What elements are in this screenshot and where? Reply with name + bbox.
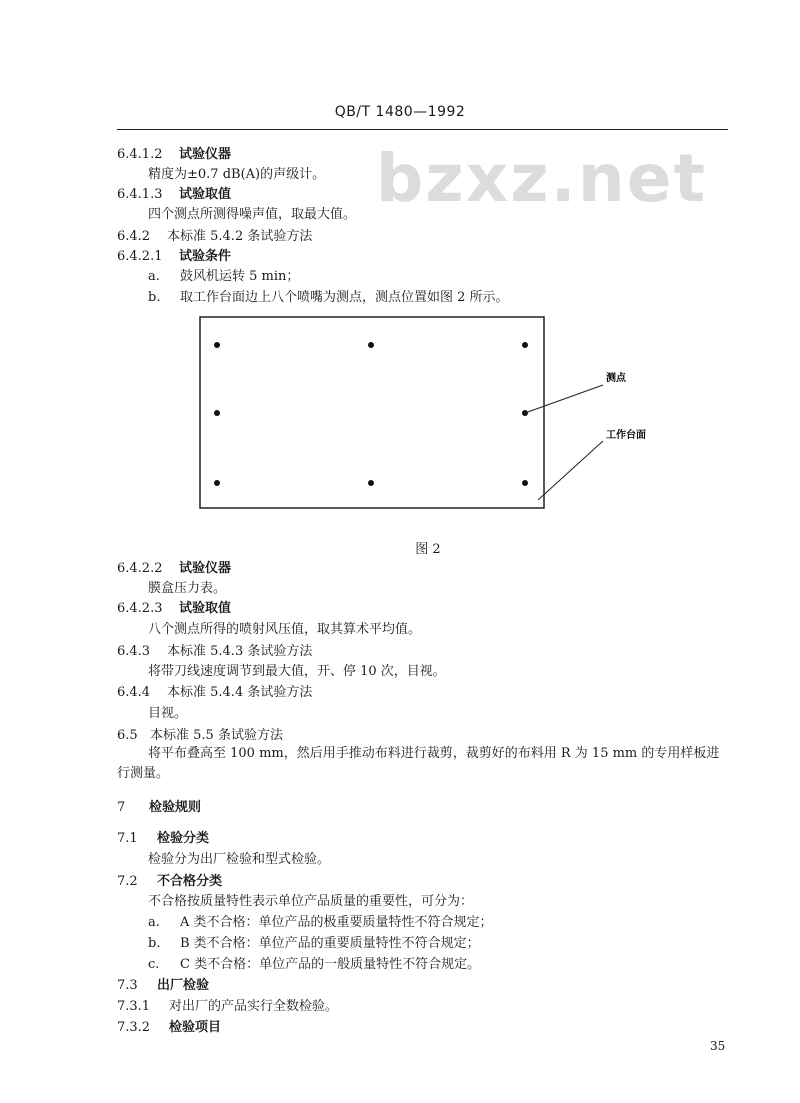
clause-6-4-4 — [117, 684, 312, 702]
clause-text: 将带刀线速度调节到最大值，开、停 10 次，目视。 — [148, 664, 446, 679]
measure-point — [522, 342, 528, 348]
section-number: 7 — [117, 800, 126, 815]
figure-2-diagram — [0, 300, 800, 530]
clause-7-2 — [117, 873, 222, 891]
clause-number: 7.2 — [117, 874, 138, 889]
clause-7-3-1 — [117, 998, 338, 1016]
clause-title: 试验条件 — [179, 249, 232, 264]
item-label: b. — [148, 936, 161, 951]
clause-6-5 — [117, 727, 283, 745]
measure-point — [368, 480, 374, 486]
section-7-heading — [117, 799, 201, 817]
clause-6-4-1-2 — [117, 146, 231, 164]
clause-number: 7.3.1 — [117, 999, 151, 1014]
watermark: bzxz.net — [376, 140, 708, 217]
clause-title: 本标准 5.5 条试验方法 — [150, 728, 283, 743]
clause-text: 八个测点所得的喷射风压值，取其算术平均值。 — [148, 622, 422, 637]
clause-number: 6.4.1.3 — [117, 187, 163, 202]
page-number: 35 — [710, 1039, 726, 1053]
clause-6-4-2 — [117, 228, 312, 246]
leader-line-point — [525, 385, 603, 413]
clause-6-4-1-3 — [117, 186, 231, 204]
clause-7-3 — [117, 977, 209, 995]
clause-number: 6.4.2.3 — [117, 601, 163, 616]
measure-point — [522, 480, 528, 486]
clause-number: 7.3 — [117, 978, 138, 993]
clause-title: 试验取值 — [179, 187, 232, 202]
clause-text: 检验分为出厂检验和型式检验。 — [148, 852, 331, 867]
item-text: 取工作台面边上八个喷嘴为测点，测点位置如图 2 所示。 — [180, 290, 509, 305]
clause-6-4-2-3 — [117, 600, 231, 618]
clause-title: 检验项目 — [169, 1020, 222, 1035]
clause-number: 6.4.1.2 — [117, 147, 163, 162]
clause-title: 本标准 5.4.3 条试验方法 — [167, 644, 313, 659]
clause-title: 试验仪器 — [179, 561, 232, 576]
item-label: a. — [148, 269, 160, 284]
clause-title: 出厂检验 — [157, 978, 210, 993]
clause-6-4-3 — [117, 643, 312, 661]
clause-title: 试验取值 — [179, 601, 232, 616]
measure-point — [214, 342, 220, 348]
clause-text: 精度为±0.7 dB(A)的声级计。 — [148, 167, 326, 182]
list-item-a — [148, 914, 493, 932]
measure-point — [214, 410, 220, 416]
clause-6-4-2-1 — [117, 248, 231, 266]
item-label: b. — [148, 290, 161, 305]
clause-number: 6.4.4 — [117, 685, 151, 700]
clause-7-1 — [117, 830, 209, 848]
list-item-b — [148, 935, 480, 953]
clause-text: 不合格按质量特性表示单位产品质量的重要性，可分为： — [148, 894, 474, 909]
leader-line-table — [538, 441, 603, 500]
item-label: a. — [148, 915, 160, 930]
standard-code-header: QB/T 1480—1992 — [334, 104, 466, 120]
clause-7-3-2 — [117, 1019, 221, 1037]
item-label: c. — [148, 957, 160, 972]
clause-title: 检验分类 — [157, 831, 210, 846]
clause-number: 6.4.3 — [117, 644, 151, 659]
list-item-c — [148, 956, 480, 974]
clause-number: 6.5 — [117, 728, 138, 743]
item-text: B 类不合格：单位产品的重要质量特性不符合规定； — [180, 936, 480, 951]
clause-number: 7.1 — [117, 831, 138, 846]
item-text: A 类不合格：单位产品的极重要质量特性不符合规定； — [180, 915, 493, 930]
clause-text: 对出厂的产品实行全数检验。 — [169, 999, 339, 1014]
list-item-a — [148, 268, 299, 286]
clause-title: 试验仪器 — [179, 147, 232, 162]
section-title: 检验规则 — [149, 800, 202, 815]
measure-point — [368, 342, 374, 348]
label-measure-point: 测点 — [606, 373, 626, 384]
label-work-table: 工作台面 — [606, 430, 646, 441]
item-text: C 类不合格：单位产品的一般质量特性不符合规定。 — [180, 957, 481, 972]
item-text: 鼓风机运转 5 min； — [180, 269, 300, 284]
header-rule — [117, 129, 728, 130]
clause-6-4-2-2 — [117, 560, 231, 578]
clause-text: 四个测点所测得噪声值，取最大值。 — [148, 207, 357, 222]
clause-number: 7.3.2 — [117, 1020, 151, 1035]
clause-text: 膜盒压力表。 — [148, 581, 227, 596]
clause-text: 目视。 — [148, 706, 188, 721]
clause-number: 6.4.2.2 — [117, 561, 163, 576]
paragraph-6-5: 将平布叠高至 100 mm，然后用手推动布料进行裁剪，裁剪好的布料用 R 为 15 mm 的专用样板进行测量。 — [117, 746, 720, 781]
clause-number: 6.4.2 — [117, 229, 151, 244]
clause-title: 本标准 5.4.2 条试验方法 — [167, 229, 313, 244]
clause-title: 本标准 5.4.4 条试验方法 — [167, 685, 313, 700]
measure-point — [214, 480, 220, 486]
clause-number: 6.4.2.1 — [117, 249, 163, 264]
figure-caption: 图 2 — [415, 542, 441, 557]
clause-title: 不合格分类 — [157, 874, 223, 889]
